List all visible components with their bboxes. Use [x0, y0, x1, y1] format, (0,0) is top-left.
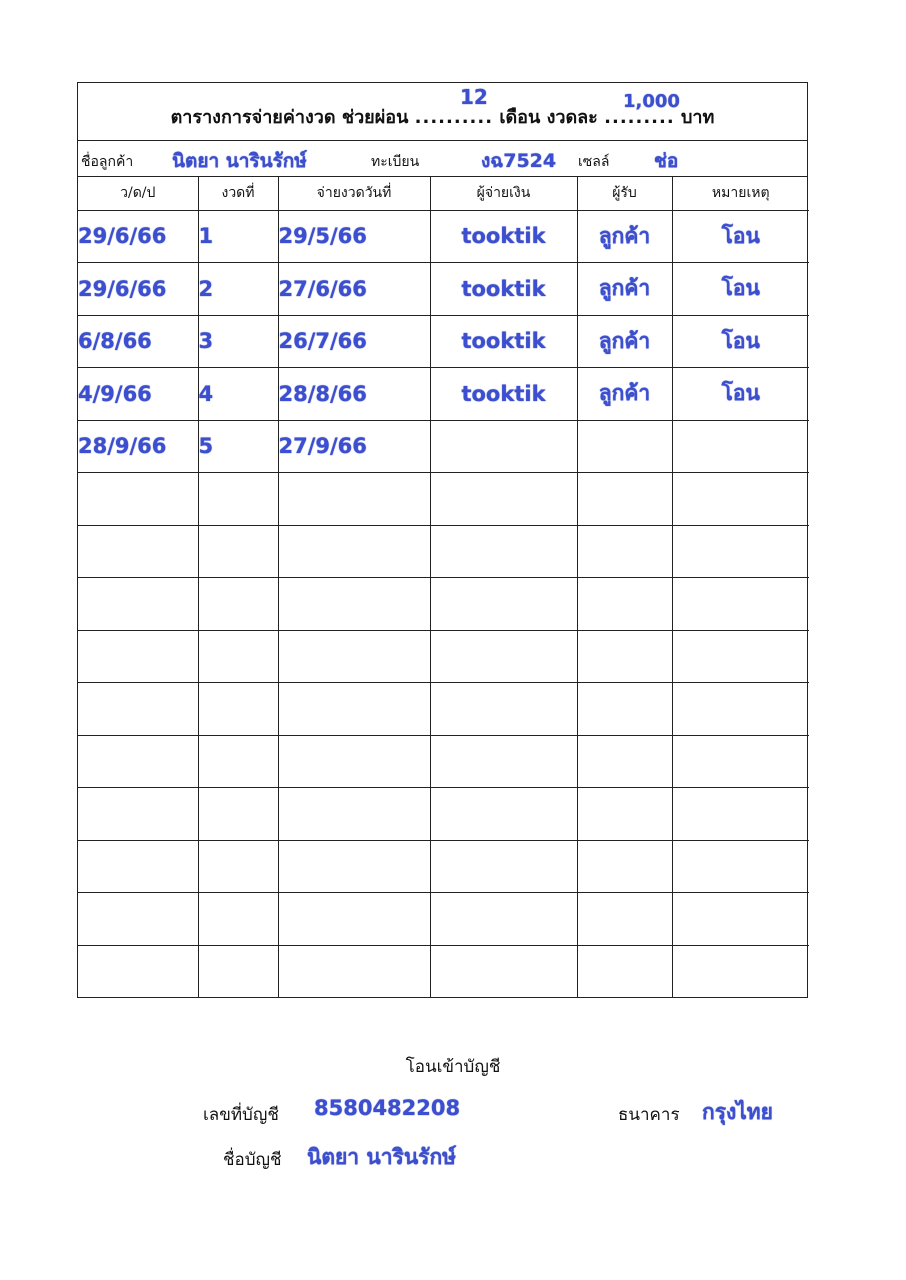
row-paid-date-cell: 27/9/66 [278, 420, 430, 473]
table-row [78, 683, 809, 736]
row-installment-cell [198, 525, 278, 578]
payment-schedule-sheet [77, 82, 808, 998]
table-row [78, 210, 809, 263]
row-note-cell [672, 735, 809, 788]
account-number-value: 8580482208 [314, 1096, 461, 1120]
table-row [78, 788, 809, 841]
row-installment-cell: 3 [198, 315, 278, 368]
payment-table [78, 177, 809, 998]
row-payer-cell [430, 683, 577, 736]
header-payer: ผู้จ่ายเงิน [430, 177, 577, 210]
row-payer-cell [430, 893, 577, 946]
row-installment-cell [198, 578, 278, 631]
row-paid-date-cell: 28/8/66 [278, 368, 430, 421]
row-note-cell [672, 893, 809, 946]
customer-row [78, 141, 807, 177]
row-note-cell [672, 420, 809, 473]
row-receiver-cell [577, 473, 672, 526]
row-receiver-cell [577, 840, 672, 893]
title-months-unit: เดือน งวดละ [499, 107, 598, 128]
row-paid-date-cell [278, 473, 430, 526]
row-date-cell: 6/8/66 [78, 315, 198, 368]
row-receiver-cell [577, 630, 672, 683]
row-paid-date-cell: 27/6/66 [278, 263, 430, 316]
row-paid-date-cell [278, 893, 430, 946]
table-row [78, 735, 809, 788]
customer-name-value: นิตยา นารินรักษ์ [172, 150, 307, 172]
row-installment-cell [198, 893, 278, 946]
table-body [78, 210, 809, 998]
bank-label: ธนาคาร [618, 1105, 680, 1125]
table-row [78, 630, 809, 683]
row-paid-date-cell: 29/5/66 [278, 210, 430, 263]
row-payer-cell [430, 788, 577, 841]
row-note-cell: โอน [672, 368, 809, 421]
row-date-cell [78, 473, 198, 526]
table-row [78, 525, 809, 578]
account-name-label: ชื่อบัญชี [223, 1150, 282, 1170]
account-name-value: นิตยา นารินรักษ์ [307, 1145, 457, 1169]
row-receiver-cell [577, 893, 672, 946]
row-payer-cell [430, 945, 577, 998]
row-date-cell [78, 525, 198, 578]
row-paid-date-cell [278, 683, 430, 736]
row-installment-cell [198, 630, 278, 683]
row-receiver-cell [577, 788, 672, 841]
row-paid-date-cell [278, 945, 430, 998]
row-installment-cell [198, 473, 278, 526]
table-row [78, 893, 809, 946]
schedule-title [78, 102, 807, 131]
account-number-label: เลขที่บัญชี [203, 1105, 279, 1125]
row-date-cell [78, 840, 198, 893]
row-payer-cell: tooktik [430, 210, 577, 263]
row-payer-cell [430, 840, 577, 893]
row-paid-date-cell [278, 578, 430, 631]
table-row [78, 945, 809, 998]
row-receiver-cell [577, 945, 672, 998]
title-row [78, 83, 807, 141]
header-paid-date: จ่ายงวดวันที่ [278, 177, 430, 210]
row-payer-cell: tooktik [430, 263, 577, 316]
table-row [78, 473, 809, 526]
header-note: หมายเหตุ [672, 177, 809, 210]
row-paid-date-cell [278, 630, 430, 683]
table-row [78, 420, 809, 473]
row-paid-date-cell [278, 525, 430, 578]
row-date-cell [78, 630, 198, 683]
row-installment-cell [198, 840, 278, 893]
table-row [78, 840, 809, 893]
table-row [78, 578, 809, 631]
row-paid-date-cell [278, 840, 430, 893]
row-payer-cell [430, 525, 577, 578]
plate-label: ทะเบียน [371, 154, 420, 170]
row-receiver-cell: ลูกค้า [577, 210, 672, 263]
row-receiver-cell [577, 578, 672, 631]
row-note-cell [672, 683, 809, 736]
row-date-cell: 29/6/66 [78, 263, 198, 316]
row-receiver-cell: ลูกค้า [577, 315, 672, 368]
title-prefix: ตารางการจ่ายค่างวด ช่วยผ่อน [170, 107, 409, 128]
footer-title: โอนเข้าบัญชี [405, 1057, 501, 1077]
row-date-cell [78, 735, 198, 788]
row-paid-date-cell [278, 735, 430, 788]
customer-name-label: ชื่อลูกค้า [81, 154, 134, 170]
row-note-cell [672, 945, 809, 998]
row-note-cell [672, 525, 809, 578]
row-receiver-cell [577, 525, 672, 578]
row-installment-cell [198, 735, 278, 788]
row-paid-date-cell [278, 788, 430, 841]
row-installment-cell: 2 [198, 263, 278, 316]
table-row [78, 263, 809, 316]
row-date-cell [78, 788, 198, 841]
row-payer-cell [430, 735, 577, 788]
header-installment: งวดที่ [198, 177, 278, 210]
row-paid-date-cell: 26/7/66 [278, 315, 430, 368]
row-date-cell [78, 945, 198, 998]
row-note-cell [672, 840, 809, 893]
row-note-cell [672, 473, 809, 526]
row-payer-cell [430, 630, 577, 683]
table-header-row [78, 177, 809, 210]
row-note-cell: โอน [672, 315, 809, 368]
row-receiver-cell: ลูกค้า [577, 368, 672, 421]
row-installment-cell [198, 945, 278, 998]
row-installment-cell [198, 788, 278, 841]
plate-value: งฉ7524 [481, 150, 557, 172]
row-installment-cell [198, 683, 278, 736]
row-note-cell [672, 578, 809, 631]
row-date-cell [78, 578, 198, 631]
table-row [78, 315, 809, 368]
row-note-cell: โอน [672, 263, 809, 316]
row-payer-cell [430, 578, 577, 631]
title-months-blank: .......... [414, 107, 494, 128]
row-receiver-cell [577, 735, 672, 788]
row-receiver-cell [577, 420, 672, 473]
row-receiver-cell: ลูกค้า [577, 263, 672, 316]
bank-value: กรุงไทย [702, 1100, 773, 1124]
amount-value: 1,000 [623, 91, 680, 112]
row-payer-cell [430, 473, 577, 526]
row-payer-cell: tooktik [430, 315, 577, 368]
title-amount-blank: ......... [604, 107, 675, 128]
header-date: ว/ด/ป [78, 177, 198, 210]
row-receiver-cell [577, 683, 672, 736]
row-installment-cell: 5 [198, 420, 278, 473]
header-receiver: ผู้รับ [577, 177, 672, 210]
row-date-cell [78, 683, 198, 736]
row-date-cell: 28/9/66 [78, 420, 198, 473]
row-date-cell: 29/6/66 [78, 210, 198, 263]
row-installment-cell: 4 [198, 368, 278, 421]
row-note-cell [672, 788, 809, 841]
row-date-cell: 4/9/66 [78, 368, 198, 421]
row-note-cell: โอน [672, 210, 809, 263]
title-currency: บาท [680, 107, 715, 128]
sales-value: ช่อ [654, 150, 679, 172]
row-installment-cell: 1 [198, 210, 278, 263]
row-date-cell [78, 893, 198, 946]
months-value: 12 [460, 85, 488, 109]
table-row [78, 368, 809, 421]
sales-label: เซลล์ [578, 154, 610, 170]
row-note-cell [672, 630, 809, 683]
row-payer-cell: tooktik [430, 368, 577, 421]
row-payer-cell [430, 420, 577, 473]
